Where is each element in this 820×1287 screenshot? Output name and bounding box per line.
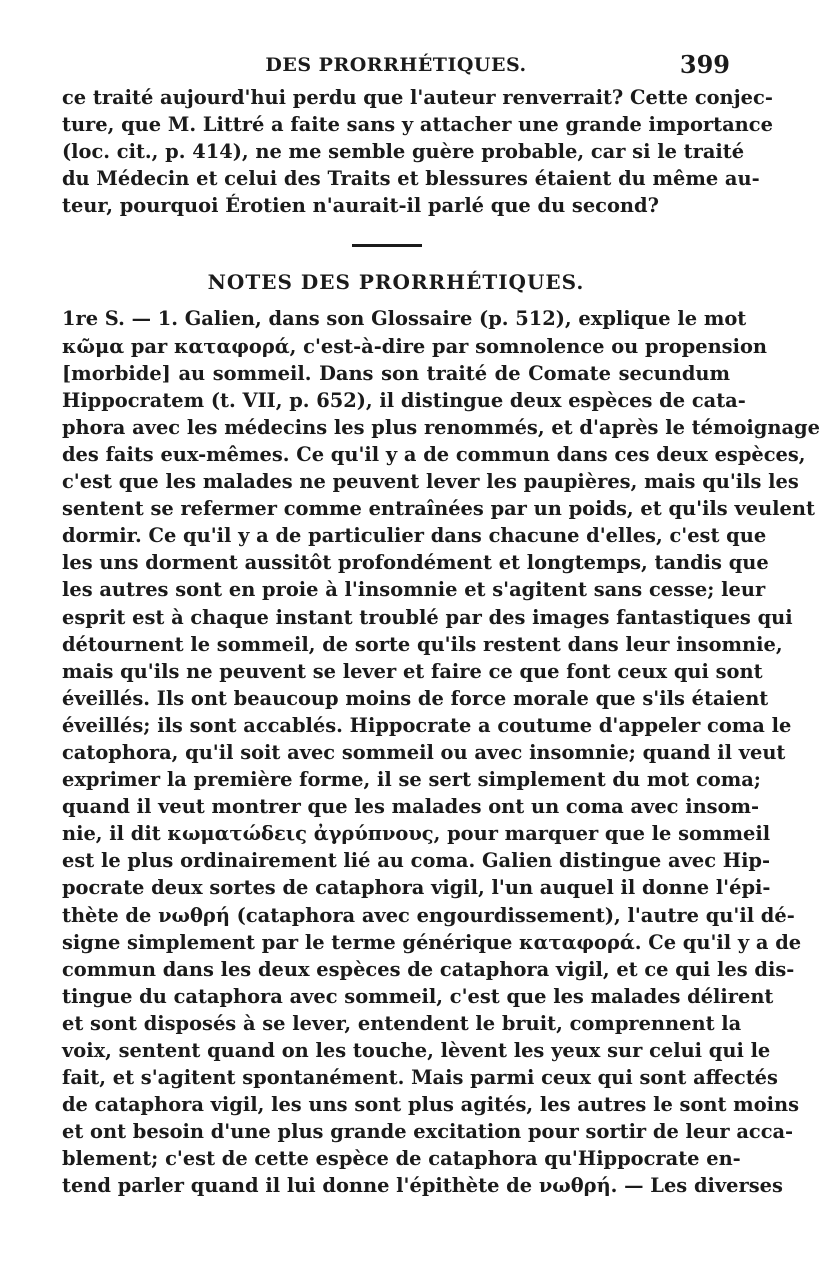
- running-title: DES PRORRHÉTIQUES.: [265, 54, 527, 76]
- text-line: dormir. Ce qu'il y a de particulier dans chacune d'elles, c'est que: [62, 524, 767, 548]
- text-line: teur, pourquoi Érotien n'aurait-il parlé que du second?: [62, 194, 659, 218]
- text-line: voix, sentent quand on les touche, lèvent les yeux sur celui qui le: [62, 1039, 771, 1062]
- page-number: 399: [679, 50, 730, 79]
- text-line: commun dans les deux espèces de cataphora vigil, et ce qui les dis-: [62, 957, 795, 981]
- paragraph-1: [62, 84, 773, 219]
- text-line: (loc. cit., p. 414), ne me semble guère probable, car si le traité: [62, 140, 745, 164]
- text-line: mais qu'ils ne peuvent se lever et faire ce que font ceux qui sont: [62, 659, 763, 683]
- text-line: tend parler quand il lui donne l'épithète de νωθρή. — Les diverses: [62, 1174, 783, 1198]
- text-line: détournent le sommeil, de sorte qu'ils restent dans leur insomnie,: [62, 632, 783, 656]
- text-line: et sont disposés à se lever, entendent le bruit, comprennent la: [62, 1011, 742, 1035]
- text-line: quand il veut montrer que les malades ont un coma avec insom-: [62, 795, 760, 819]
- text-line: tingue du cataphora avec sommeil, c'est que les malades délirent: [62, 984, 774, 1008]
- text-line: phora avec les médecins les plus renommés, et d'après le témoignage: [62, 415, 820, 439]
- text-line: κῶμα par καταφορά, c'est-à-dire par somnolence ou propension: [62, 334, 767, 358]
- text-line: ce traité aujourd'hui perdu que l'auteur renverrait? Cette conjec-: [62, 86, 773, 109]
- divider-rule: [352, 244, 422, 247]
- text-line: les autres sont en proie à l'insomnie et s'agitent sans cesse; leur: [62, 578, 766, 602]
- running-head: [62, 50, 730, 84]
- text-line: éveillés; ils sont accablés. Hippocrate a coutume d'appeler coma le: [62, 713, 792, 737]
- text-line: 1re S. — 1. Galien, dans son Glossaire (p. 512), explique le mot: [62, 307, 747, 331]
- text-line: les uns dorment aussitôt profondément et longtemps, tandis que: [62, 551, 769, 575]
- text-line: c'est que les malades ne peuvent lever les paupières, mais qu'ils les: [62, 470, 799, 494]
- text-line: esprit est à chaque instant troublé par des images fantastiques qui: [62, 605, 793, 629]
- book-page: [62, 50, 820, 1200]
- text-line: des faits eux-mêmes. Ce qu'il y a de commun dans ces deux espèces,: [62, 442, 806, 466]
- text-line: du Médecin et celui des Traits et blessures étaient du même au-: [62, 167, 760, 191]
- text-line: fait, et s'agitent spontanément. Mais parmi ceux qui sont affectés: [62, 1066, 778, 1090]
- text-line: de cataphora vigil, les uns sont plus agités, les autres le sont moins: [62, 1093, 800, 1117]
- text-line: Hippocratem (t. VII, p. 652), il distingue deux espèces de cata-: [62, 388, 746, 412]
- text-line: et ont besoin d'une plus grande excitation pour sortir de leur acca-: [62, 1120, 794, 1144]
- text-line: [morbide] au sommeil. Dans son traité de Comate secundum: [62, 361, 730, 385]
- text-line: est le plus ordinairement lié au coma. Galien distingue avec Hip-: [62, 849, 771, 873]
- text-line: signe simplement par le terme générique καταφορά. Ce qu'il y a de: [62, 930, 802, 954]
- text-line: ture, que M. Littré a faite sans y attacher une grande importance: [62, 113, 773, 137]
- text-line: blement; c'est de cette espèce de cataphora qu'Hippocrate en-: [62, 1147, 741, 1171]
- paragraph-2: [62, 305, 820, 1199]
- text-line: thète de νωθρή (cataphora avec engourdissement), l'autre qu'il dé-: [62, 903, 795, 927]
- text-line: nie, il dit κωματώδεις ἀγρύπνους, pour marquer que le sommeil: [62, 822, 771, 846]
- section-heading: NOTES DES PRORRHÉTIQUES.: [207, 270, 585, 295]
- section-divider: [62, 219, 730, 259]
- text-line: pocrate deux sortes de cataphora vigil, l'un auquel il donne l'épi-: [62, 876, 771, 900]
- text-line: éveillés. Ils ont beaucoup moins de force morale que s'ils étaient: [62, 686, 769, 710]
- text-line: sentent se refermer comme entraînées par un poids, et qu'ils veulent: [62, 497, 815, 521]
- text-line: exprimer la première forme, il se sert simplement du mot coma;: [62, 768, 761, 792]
- text-line: catophora, qu'il soit avec sommeil ou avec insomnie; quand il veut: [62, 740, 786, 764]
